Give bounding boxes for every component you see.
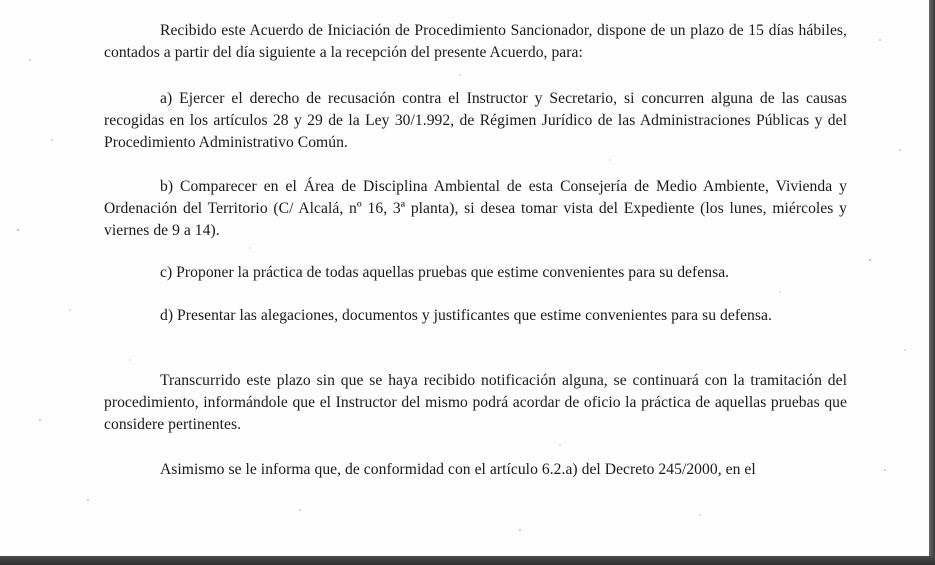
paragraph-deadline-notice: Transcurrido este plazo sin que se haya recibido notificación alguna, se continuará con la tramitación del procedimiento, informándole que el Instructor del mismo podrá acordar de oficio la práctica de aquellas pruebas que considere pertinentes. xyxy=(104,372,847,433)
window-right-border xyxy=(929,0,935,565)
paragraph-item-c: c) Proponer la práctica de todas aquellas pruebas que estime convenientes para su defensa. xyxy=(160,264,730,281)
paragraph-item-b: b) Comparecer en el Área de Disciplina Ambiental de esta Consejería de Medio Ambiente, Vivienda y Ordenación del Territorio (C/ Alcalá, nº 16, 3ª planta), si desea tomar vista del Expediente (los lunes, miércoles y viernes de 9 a 14). xyxy=(104,178,847,239)
window-bottom-border xyxy=(0,556,935,565)
paragraph-item-a: a) Ejercer el derecho de recusación contra el Instructor y Secretario, si concurren alguna de las causas recogidas en los artículos 28 y 29 de la Ley 30/1.992, de Régimen Jurídico de las Administraciones Públicas y del Procedimiento Administrativo Común. xyxy=(104,90,847,151)
paragraph-item-d: d) Presentar las alegaciones, documentos y justificantes que estime convenientes para su defensa. xyxy=(160,307,772,324)
paragraph-decree-notice: Asimismo se le informa que, de conformidad con el artículo 6.2.a) del Decreto 245/2000, en el xyxy=(160,461,756,478)
paragraph-intro: Recibido este Acuerdo de Iniciación de Procedimiento Sancionador, dispone de un plazo de 15 días hábiles, contados a partir del día siguiente a la recepción del presente Acuerdo, para: xyxy=(104,22,847,61)
